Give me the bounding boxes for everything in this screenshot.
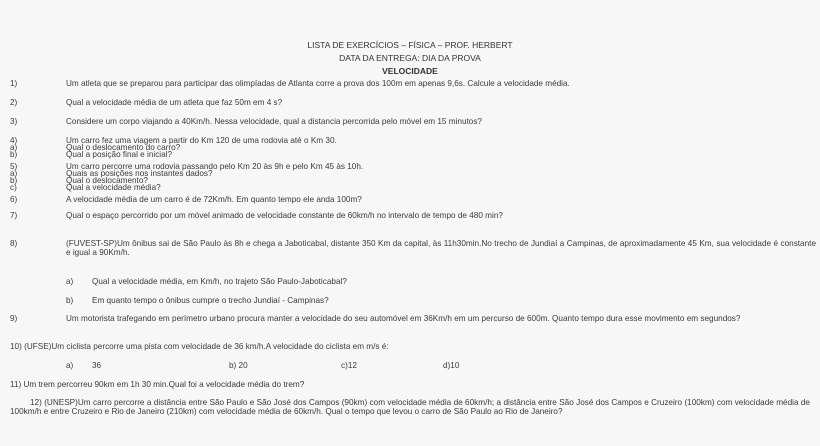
document-page: LISTA DE EXERCÍCIOS – FÍSICA – PROF. HERBERT DATA DA ENTREGA: DIA DA PROVA VELOCIDADE 1) Um atleta que se preparou para participar das olimpíadas de Atlanta corre a prova dos 100m em apenas 9,6s. Calcule a velocidade média. 2) Qual a velocidade média de um atleta que faz 50m em 4 s? 3) Considere um corpo viajando a 40Km/h. Nessa velocidade, qual a distancia percorrida pelo móvel em 15 minutos? 4) Um carro fez uma viagem a partir do Km 120 de uma rodovia até o Km 30. a) Qual o deslocamento do carro? b) Qual a posição final e inicial? 5) Um carro percorre uma rodovia passando pelo Km 20 às 9h e pelo Km 45 às 10h. a) Quais as posições nos instantes dados? b) Qual o deslocamento? c) Qual a velocidade média? 6) A velocidade média de um carro é de 72Km/h. Em quanto tempo ele anda 100m? 7) Qual o espaço percorrido por um móvel animado de velocidade constante de 60km/h no intervalo de tempo de 480 min? 8) (FUVEST-SP)Um ônibus sai de São Paulo às 8h e chega a Jaboticabal, distante 350 Km da capital, às 11h30min.No trecho de Jundiaí a Campinas, de aproximadamente 45 Km, sua velocidade é constante e igual a 90Km/h. a) Qual a velocidade média, em Km/h, no trajeto São Paulo-Jaboticabal? b) Em quanto tempo o ônibus cumpre o trecho Jundiaí - Campinas? 9) Um motorista trafegando em perímetro urbano procura manter a velocidade do seu automóvel em 36Km/h em um percurso de 600m. Quanto tempo dura esse movimento em segundos? 10) (UFSE)Um ciclista percorre uma pista com velocidade de 36 km/h.A velocidade do ciclista em m/s é: a) 36 b) 20 c)12 d)10 11) Um trem percorreu 90km em 1h 30 min.Qual foi a velocidade média do trem? 12) (UNESP)Um carro percorre a distância entre São Paulo e São José dos Campos (90km) com velocidade média de 60km/h; a distância entre São José dos Campos e Cruzeiro (100km) com velocidade média de 100km/h e entre Cruzeiro e Rio de Janeiro (210km) com velocidade média de 60km/h. Qual o tempo que levou o carro de São Paulo ao Rio de Janeiro? bbox=[0, 0, 820, 446]
question-number: 1) bbox=[10, 79, 18, 88]
question-text: Qual o espaço percorrido por um móvel animado de velocidade constante de 60km/h no intervalo de tempo de 480 min? bbox=[66, 211, 503, 220]
question-text: Considere um corpo viajando a 40Km/h. Nessa velocidade, qual a distancia percorrida pelo móvel em 15 minutos? bbox=[66, 117, 482, 126]
question-text: Um motorista trafegando em perímetro urbano procura manter a velocidade do seu automóvel em 36Km/h em um percurso de 600m. Quanto tempo dura esse movimento em segundos? bbox=[66, 314, 741, 323]
question-number: 4) bbox=[10, 136, 18, 145]
question-number: 6) bbox=[10, 195, 18, 204]
question-number: 3) bbox=[10, 117, 18, 126]
question-number: 5) bbox=[10, 162, 18, 171]
question-text: (FUVEST-SP)Um ônibus sai de São Paulo às 8h e chega a Jaboticabal, distante 350 Km da capital, às 11h30min.No trecho de Jundiaí a Campinas, de aproximadamente 45 Km, sua velocidade é constante e igual a 90Km/h. bbox=[66, 239, 816, 257]
question-text: Qual a velocidade média de um atleta que faz 50m em 4 s? bbox=[66, 98, 283, 107]
section-title: VELOCIDADE bbox=[382, 66, 438, 76]
question-text: A velocidade média de um carro é de 72Km/h. Em quanto tempo ele anda 100m? bbox=[66, 195, 362, 204]
option-a-label: a) bbox=[66, 361, 74, 370]
question-number: 7) bbox=[10, 211, 18, 220]
delivery-date: DATA DA ENTREGA: DIA DA PROVA bbox=[339, 53, 481, 63]
question-text: 10) (UFSE)Um ciclista percorre uma pista com velocidade de 36 km/h.A velocidade do ciclista em m/s é: bbox=[10, 342, 389, 351]
option-b: b) 20 bbox=[229, 361, 248, 370]
question-text: 12) (UNESP)Um carro percorre a distância entre São Paulo e São José dos Campos (90km) com velocidade média de 60km/h; a distância entre São José dos Campos e Cruzeiro (100km) com velocidade média de 100km/h e entre Cruzeiro e Rio de Janeiro (210km) com velocidade média de 60km/h. Qual o tempo que levou o carro de São Paulo ao Rio de Janeiro? bbox=[10, 398, 810, 416]
question-text: Um carro percorre uma rodovia passando pelo Km 20 às 9h e pelo Km 45 às 10h. bbox=[66, 162, 364, 171]
question-text: Um atleta que se preparou para participar das olimpíadas de Atlanta corre a prova dos 100m em apenas 9,6s. Calcule a velocidade média. bbox=[66, 79, 570, 88]
option-a-value: 36 bbox=[92, 361, 102, 370]
question-text: Um carro fez uma viagem a partir do Km 120 de uma rodovia até o Km 30. bbox=[66, 136, 337, 145]
document-title: LISTA DE EXERCÍCIOS – FÍSICA – PROF. HERBERT bbox=[307, 40, 513, 50]
question-number: 9) bbox=[10, 314, 18, 323]
question-text: 11) Um trem percorreu 90km em 1h 30 min.Qual foi a velocidade média do trem? bbox=[10, 380, 305, 389]
option-d: d)10 bbox=[443, 361, 460, 370]
question-12 bbox=[10, 399, 810, 416]
question-number: 8) bbox=[10, 239, 18, 248]
question-number: 2) bbox=[10, 98, 18, 107]
option-c: c)12 bbox=[341, 361, 357, 370]
